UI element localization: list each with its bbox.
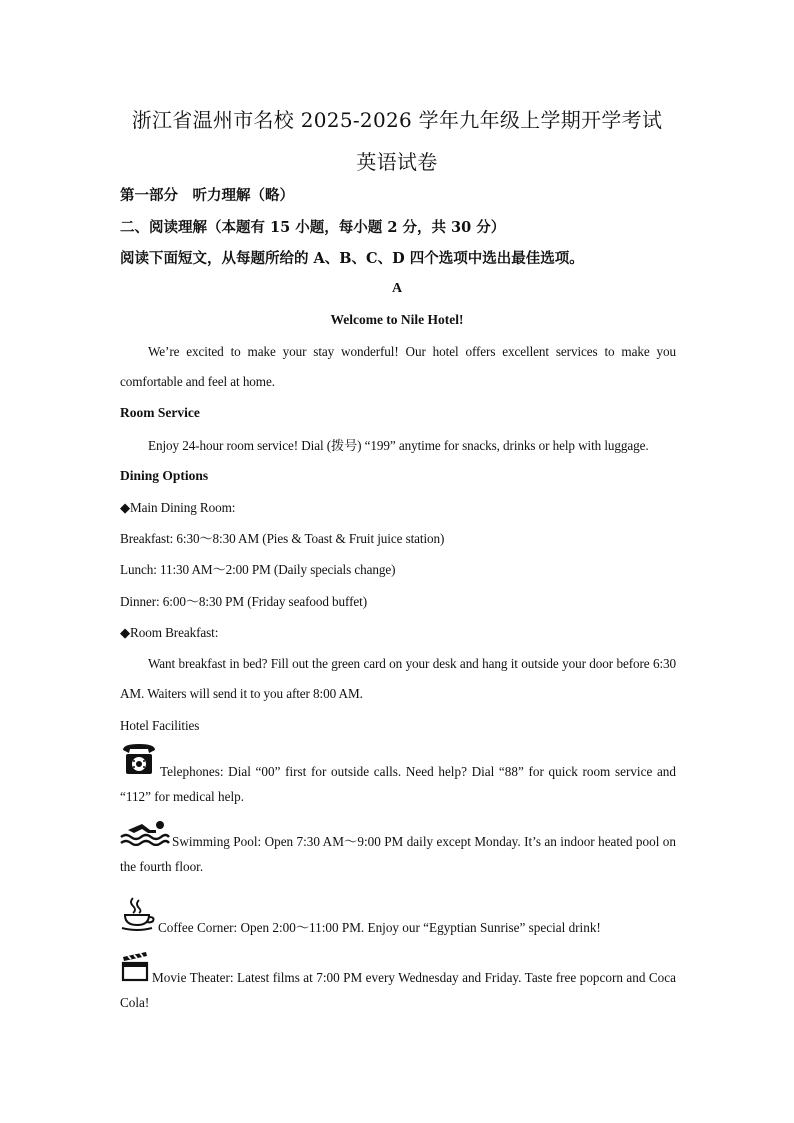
swimming-icon — [120, 818, 170, 854]
facility-coffee — [120, 896, 676, 940]
exam-subtitle: 英语试卷 — [356, 150, 438, 174]
facility-telephones — [120, 740, 676, 809]
room-service-heading: Room Service — [120, 405, 200, 420]
breakfast-hours: Breakfast: 6:30～8:30 AM (Pies & Toast & Fruit juice station) — [120, 531, 445, 546]
telephone-icon — [120, 740, 158, 784]
passage-title: Welcome to Nile Hotel! — [330, 312, 464, 327]
exam-title: 浙江省温州市名校 2025-2026 学年九年级上学期开学考试 — [131, 108, 663, 132]
facility-pool — [120, 818, 676, 879]
movie-text: Movie Theater: Latest films at 7:00 PM every Wednesday and Friday. Taste free popcorn and Coca Cola! — [120, 970, 676, 1010]
dining-heading: Dining Options — [120, 468, 209, 483]
passage-letter: A — [391, 281, 403, 296]
clapperboard-icon — [120, 950, 150, 990]
coffee-text: Coffee Corner: Open 2:00～11:00 PM. Enjoy our “Egyptian Sunrise” special drink! — [158, 920, 601, 935]
telephones-text: Telephones: Dial “00” first for outside calls. Need help? Dial “88” for quick room service and “112” for medical help. — [120, 764, 676, 804]
part-one-heading: 第一部分 听力理解（略） — [120, 187, 294, 204]
room-breakfast-text: Want breakfast in bed? Fill out the green card on your desk and hang it outside your door before 6:30 AM. Waiters will send it to you after 8:00 AM. — [120, 656, 676, 701]
room-service-text: Enjoy 24-hour room service! Dial (拨号) “199” anytime for snacks, drinks or help with luggage. — [148, 438, 649, 453]
room-breakfast-label: ◆Room Breakfast: — [120, 625, 219, 640]
coffee-cup-icon — [120, 896, 156, 940]
facilities-heading: Hotel Facilities — [120, 718, 200, 733]
intro-paragraph: We’re excited to make your stay wonderful! Our hotel offers excellent services to make you comfortable and feel at home. — [120, 344, 676, 389]
part-two-heading: 二、阅读理解（本题有 15 小题，每小题 2 分，共 30 分） — [120, 219, 506, 236]
facility-movie — [120, 950, 676, 1015]
main-dining-label: ◆Main Dining Room: — [120, 500, 236, 515]
reading-instruction: 阅读下面短文，从每题所给的 A、B、C、D 四个选项中选出最佳选项。 — [120, 250, 584, 267]
lunch-hours: Lunch: 11:30 AM～2:00 PM (Daily specials change) — [120, 562, 396, 577]
pool-text: Swimming Pool: Open 7:30 AM～9:00 PM daily except Monday. It’s an indoor heated pool on the fourth floor. — [120, 834, 676, 874]
dinner-hours: Dinner: 6:00～8:30 PM (Friday seafood buffet) — [120, 594, 367, 609]
